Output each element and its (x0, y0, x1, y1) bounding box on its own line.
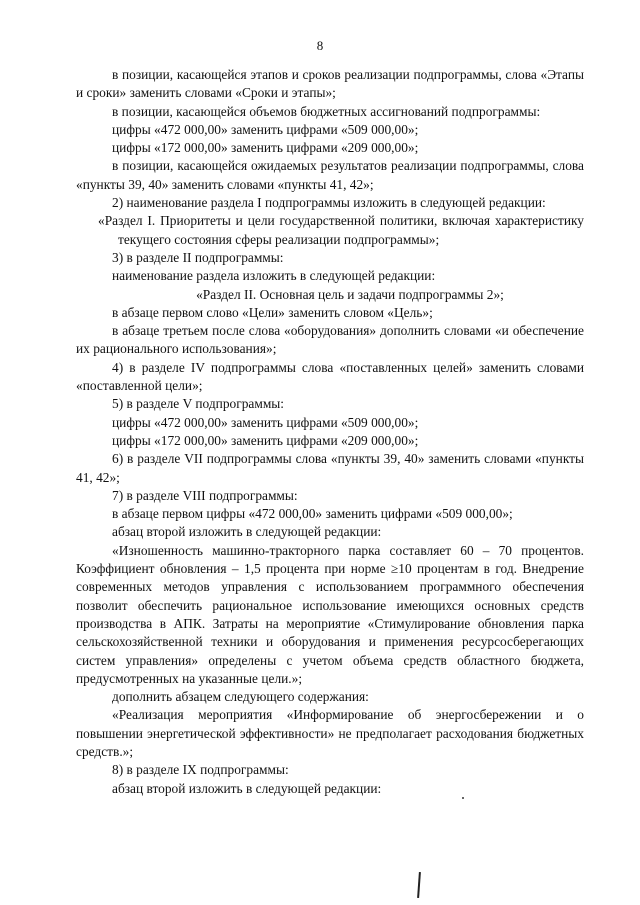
paragraph: цифры «172 000,00» заменить цифрами «209 000,00»; (112, 140, 419, 156)
paragraph: в позиции, касающейся ожидаемых результатов реализации подпрограммы, слова «пункты 39, 40» заменить словами «пункты 41, 42»; (76, 158, 584, 192)
quoted-heading: «Раздел I. Приоритеты и цели государственной политики, включая характеристику текущего состояния сферы реализации подпрограммы»; (98, 213, 584, 247)
page-number: 8 (316, 38, 324, 53)
paragraph: 3) в разделе II подпрограммы: (112, 249, 284, 265)
quoted-heading: «Раздел II. Основная цель и задачи подпрограммы 2»; (196, 286, 504, 302)
paragraph: в абзаце третьем после слова «оборудования» дополнить словами «и обеспечение их рационального использования»; (76, 323, 584, 357)
paragraph: 2) наименование раздела I подпрограммы изложить в следующей редакции: (112, 195, 546, 211)
scan-mark (417, 872, 421, 898)
paragraph: цифры «172 000,00» заменить цифрами «209 000,00»; (112, 432, 419, 448)
paragraph: 7) в разделе VIII подпрограммы: (112, 487, 298, 503)
paragraph: в абзаце первом слово «Цели» заменить словом «Цель»; (112, 304, 433, 320)
quoted-paragraph: «Изношенность машинно-тракторного парка составляет 60 – 70 процентов. Коэффициент обновления – 1,5 процента при норме ≥10 процентам в год. Внедрение современных методов управления с использованием программного обеспечения позволит обеспечить рациональное использование имеющихся основных средств производства в АПК. Затраты на мероприятие «Стимулирование обновления парка сельскохозяйственной техники и оборудования и применения ресурсосберегающих систем управления» определены с учетом объема средств областного бюджета, предусмотренных на указанные цели.»; (76, 542, 584, 686)
paragraph: в абзаце первом цифры «472 000,00» заменить цифрами «509 000,00»; (112, 506, 513, 522)
paragraph: в позиции, касающейся объемов бюджетных ассигнований подпрограммы: (112, 103, 541, 119)
paragraph: цифры «472 000,00» заменить цифрами «509 000,00»; (112, 414, 419, 430)
scan-speck (462, 797, 464, 799)
paragraph: цифры «472 000,00» заменить цифрами «509 000,00»; (112, 121, 419, 137)
quoted-paragraph: «Реализация мероприятия «Информирование об энергосбережении и о повышении энергетической эффективности» не предполагает расходования бюджетных средств.»; (76, 707, 584, 759)
document-body (76, 66, 584, 798)
paragraph: в позиции, касающейся этапов и сроков реализации подпрограммы, слова «Этапы и сроки» заменить словами «Сроки и этапы»; (76, 67, 584, 101)
paragraph: 5) в разделе V подпрограммы: (112, 396, 285, 412)
paragraph: абзац второй изложить в следующей редакции: (112, 524, 382, 540)
paragraph: абзац второй изложить в следующей редакции: (112, 780, 382, 796)
paragraph: 8) в разделе IX подпрограммы: (112, 762, 289, 778)
paragraph: 4) в разделе IV подпрограммы слова «поставленных целей» заменить словами «поставленной цели»; (76, 359, 584, 394)
paragraph: наименование раздела изложить в следующей редакции: (112, 268, 436, 284)
paragraph: 6) в разделе VII подпрограммы слова «пункты 39, 40» заменить словами «пункты 41, 42»; (76, 451, 584, 485)
paragraph: дополнить абзацем следующего содержания: (112, 689, 369, 705)
